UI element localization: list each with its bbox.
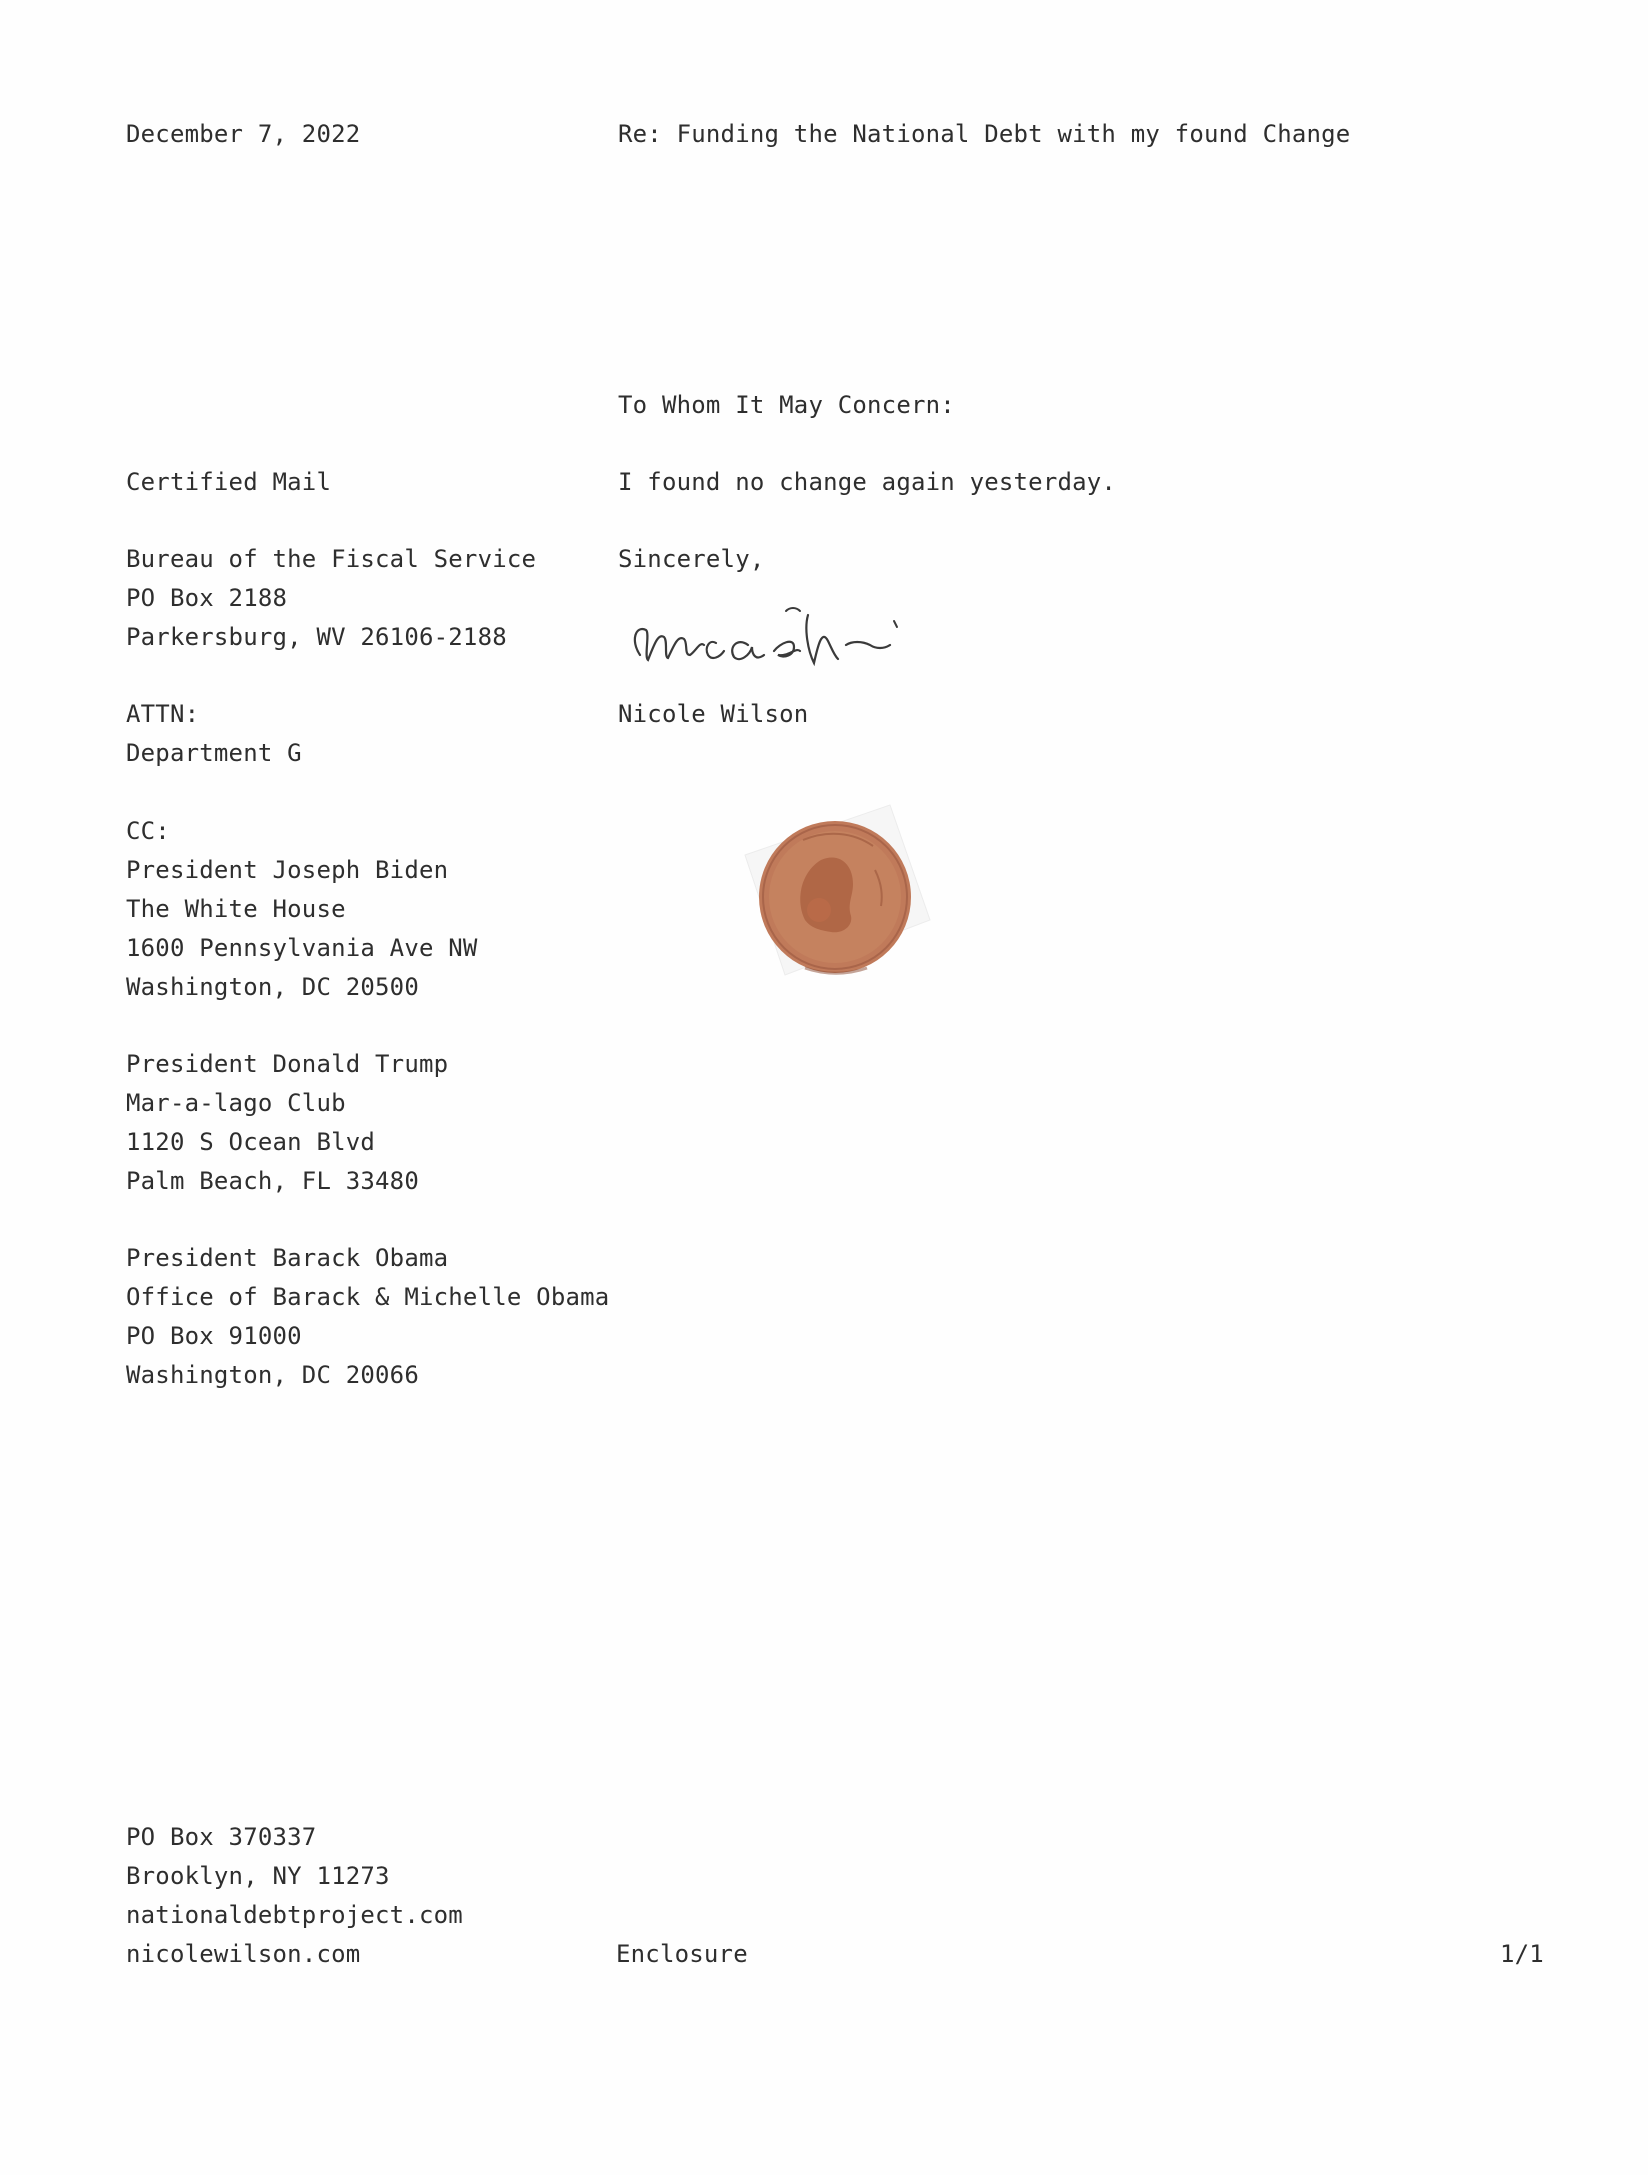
cc-address-line: Washington, DC 20066 — [126, 1361, 419, 1389]
cc-address-line: Mar-a-lago Club — [126, 1089, 346, 1117]
cc-address-line: Palm Beach, FL 33480 — [126, 1167, 419, 1195]
salutation: To Whom It May Concern: — [618, 391, 955, 419]
address-line: PO Box 2188 — [126, 584, 288, 612]
cc-address-line: The White House — [126, 895, 346, 923]
cc-address-line: Washington, DC 20500 — [126, 973, 419, 1001]
sender-line: PO Box 370337 — [126, 1823, 317, 1851]
cc-block-obama — [126, 1239, 609, 1395]
attn-department: Department G — [126, 739, 302, 767]
letter-date: December 7, 2022 — [126, 120, 361, 148]
signature-icon — [618, 585, 998, 685]
signer-name: Nicole Wilson — [618, 700, 809, 728]
cc-block-biden — [126, 812, 478, 1007]
enclosure-note: Enclosure — [616, 1940, 748, 1968]
attn-label: ATTN: — [126, 700, 200, 728]
attn-block — [126, 695, 302, 773]
cc-address-line: President Joseph Biden — [126, 856, 449, 884]
message: I found no change again yesterday. — [618, 468, 1117, 496]
cc-address-line: 1120 S Ocean Blvd — [126, 1128, 376, 1156]
sender-footer — [126, 1818, 463, 1974]
closing: Sincerely, — [618, 545, 765, 573]
sender-website: nicolewilson.com — [126, 1940, 361, 1968]
penny-icon — [735, 800, 935, 1000]
sender-website: nationaldebtproject.com — [126, 1901, 463, 1929]
cc-block-trump — [126, 1045, 448, 1201]
page-number: 1/1 — [1500, 1940, 1544, 1968]
sender-line: Brooklyn, NY 11273 — [126, 1862, 390, 1890]
cc-label: CC: — [126, 817, 170, 845]
delivery-method: Certified Mail — [126, 468, 332, 496]
cc-address-line: President Donald Trump — [126, 1050, 449, 1078]
address-line: Bureau of the Fiscal Service — [126, 545, 537, 573]
letter-subject: Re: Funding the National Debt with my found Change — [618, 120, 1351, 148]
cc-address-line: PO Box 91000 — [126, 1322, 302, 1350]
address-line: Parkersburg, WV 26106-2188 — [126, 623, 507, 651]
cc-address-line: President Barack Obama — [126, 1244, 449, 1272]
cc-address-line: Office of Barack & Michelle Obama — [126, 1283, 610, 1311]
cc-address-line: 1600 Pennsylvania Ave NW — [126, 934, 478, 962]
recipient-address — [126, 540, 536, 657]
